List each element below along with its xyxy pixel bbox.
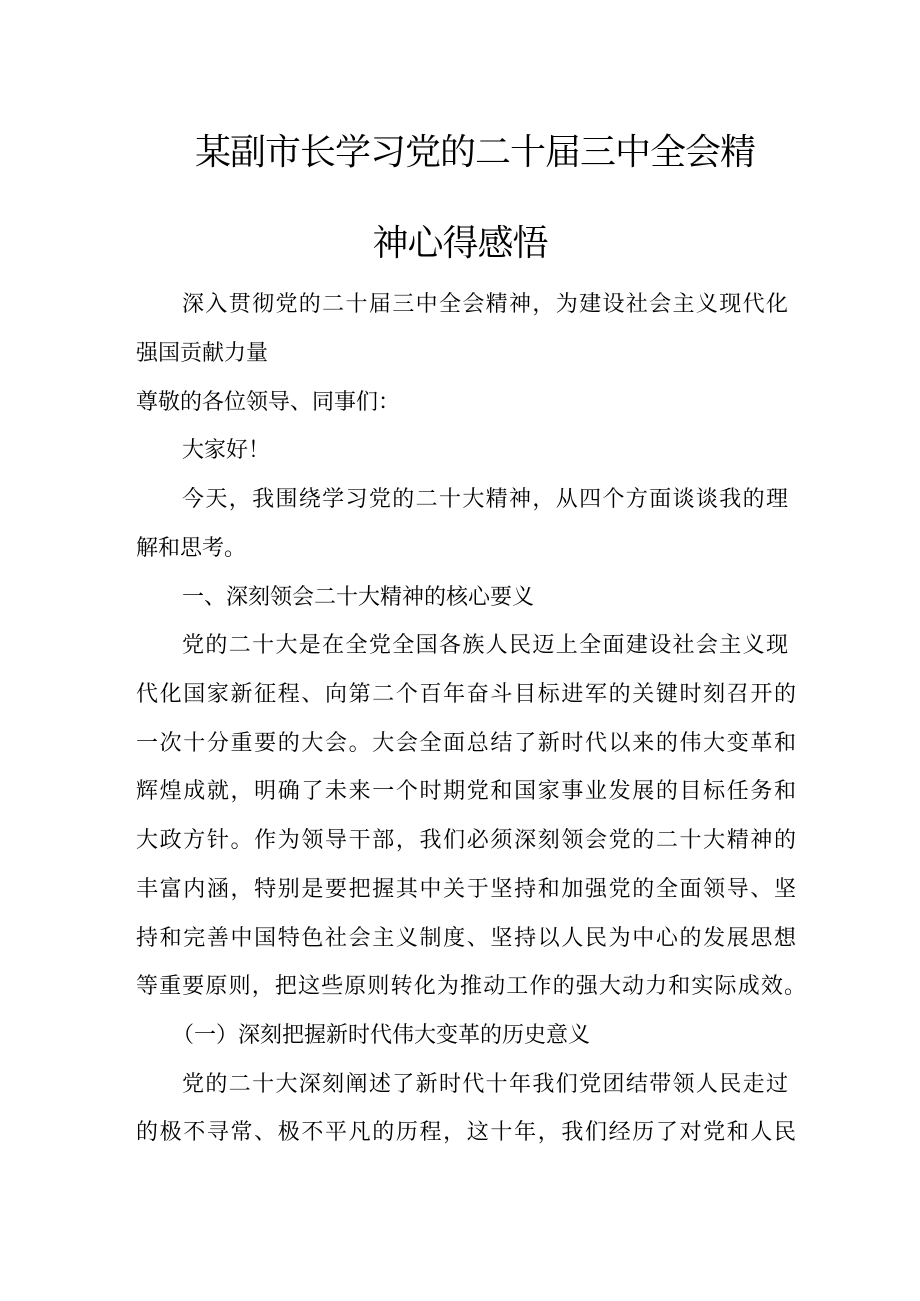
intro-line-1: 今天，我围绕学习党的二十大精神，从四个方面谈谈我的理 bbox=[182, 487, 788, 512]
paragraph-line: 辉煌成就，明确了未来一个时期党和国家事业发展的目标任务和 bbox=[136, 779, 796, 804]
paragraph-line: 等重要原则，把这些原则转化为推动工作的强大动力和实际成效。 bbox=[136, 974, 806, 999]
intro-line-2: 解和思考。 bbox=[136, 536, 247, 561]
paragraph-line: 的极不寻常、极不平凡的历程，这十年，我们经历了对党和人民 bbox=[136, 1120, 796, 1145]
paragraph-line: 代化国家新征程、向第二个百年奋斗目标进军的关键时刻召开的 bbox=[136, 682, 796, 707]
document-title-line-1: 某副市长学习党的二十届三中全会精 bbox=[194, 132, 755, 173]
paragraph-line: 丰富内涵，特别是要把握其中关于坚持和加强党的全面领导、坚 bbox=[136, 877, 796, 902]
paragraph-line: 一次十分重要的大会。大会全面总结了新时代以来的伟大变革和 bbox=[136, 731, 796, 756]
subsection-heading-1: （一）深刻把握新时代伟大变革的历史意义 bbox=[172, 1023, 591, 1048]
paragraph-line: 党的二十大深刻阐述了新时代十年我们党团结带领人民走过 bbox=[182, 1072, 788, 1097]
salutation: 尊敬的各位领导、同事们： bbox=[136, 390, 401, 415]
paragraph-line: 党的二十大是在全党全国各族人民迈上全面建设社会主义现 bbox=[182, 633, 788, 658]
paragraph-line: 大政方针。作为领导干部，我们必须深刻领会党的二十大精神的 bbox=[136, 828, 796, 853]
paragraph-line: 持和完善中国特色社会主义制度、坚持以人民为中心的发展思想 bbox=[136, 926, 796, 951]
subtitle-line-1: 深入贯彻党的二十届三中全会精神，为建设社会主义现代化 bbox=[182, 292, 788, 317]
document-title-line-2: 神心得感悟 bbox=[372, 223, 548, 264]
greeting: 大家好！ bbox=[182, 438, 271, 463]
subtitle-line-2: 强国贡献力量 bbox=[136, 341, 269, 366]
section-heading-1: 一、深刻领会二十大精神的核心要义 bbox=[182, 585, 535, 610]
